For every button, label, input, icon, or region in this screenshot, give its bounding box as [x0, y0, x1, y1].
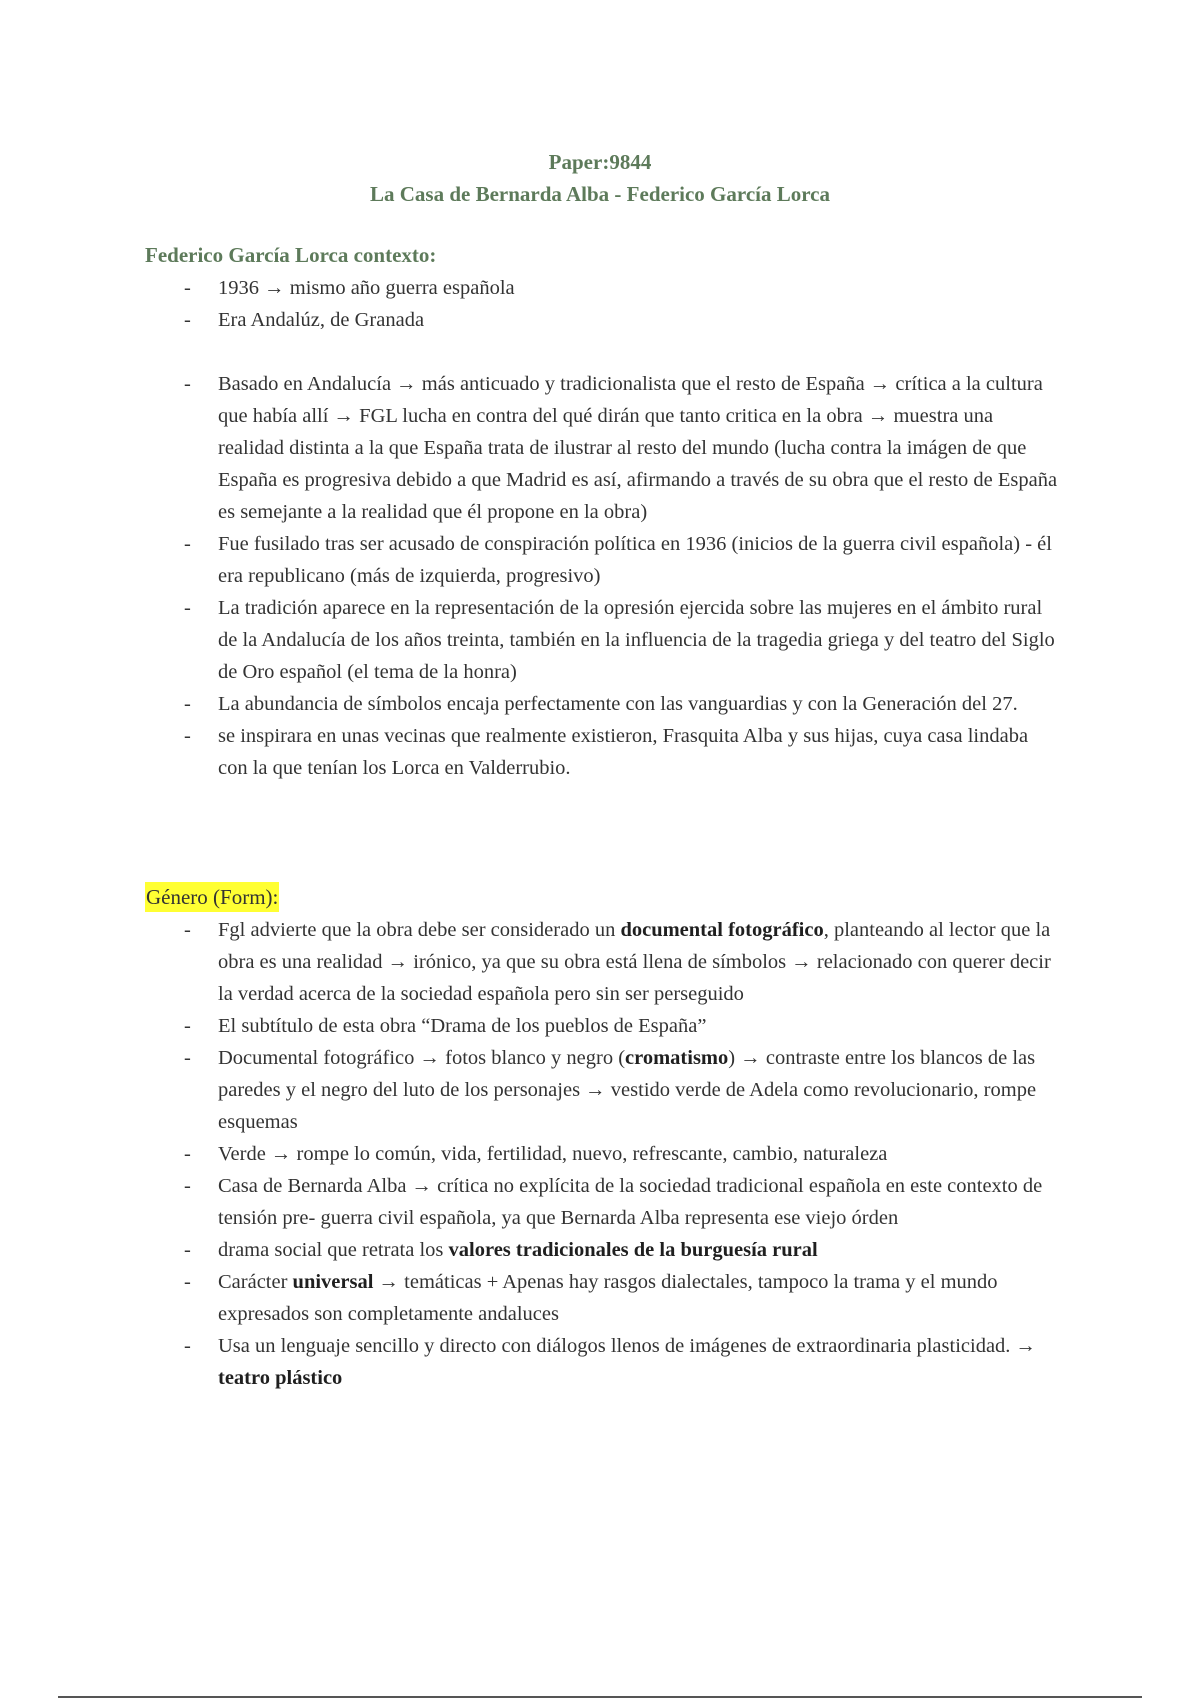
document-title: La Casa de Bernarda Alba - Federico García Lorca — [369, 182, 830, 206]
list-item: - Casa de Bernarda Alba → crítica no explícita de la sociedad tradicional española en este contexto de tensión pre- guerra civil española, ya que Bernarda Alba representa ese viejo órden — [218, 1170, 1060, 1234]
list-item: - Basado en Andalucía → más anticuado y tradicionalista que el resto de España → crítica a la cultura que había allí → FGL lucha en contra del qué dirán que tanto critica en la obra → muestra una realidad distinta a la que España trata de ilustrar al resto del mundo (lucha contra la imágen de que España es progresiva debido a que Madrid es así, afirmando a través de su obra que el resto de España es semejante a la realidad que él propone en la obra) — [218, 368, 1060, 528]
list-item: - El subtítulo de esta obra “Drama de los pueblos de España” — [218, 1010, 1060, 1042]
list-item: - 1936 → mismo año guerra española — [218, 272, 1060, 304]
list-item: - Fgl advierte que la obra debe ser considerado un documental fotográfico, planteando al lector que la obra es una realidad → irónico, ya que su obra está llena de símbolos → relacionado con querer decir la verdad acerca de la sociedad española pero sin ser perseguido — [218, 914, 1060, 1010]
list-item: - Verde → rompe lo común, vida, fertilidad, nuevo, refrescante, cambio, naturaleza — [218, 1138, 1060, 1170]
list-item: - drama social que retrata los valores tradicionales de la burguesía rural — [218, 1234, 1060, 1266]
genero-heading: Género (Form): — [145, 882, 279, 912]
document-header — [0, 146, 1200, 210]
paper-id: Paper:9844 — [548, 150, 652, 174]
list-item: - La tradición aparece en la representación de la opresión ejercida sobre las mujeres en el ámbito rural de la Andalucía de los años treinta, también en la influencia de la tragedia griega y del teatro del Siglo de Oro español (el tema de la honra) — [218, 592, 1060, 688]
genero-list — [0, 914, 1200, 1394]
footer-divider — [58, 1696, 1142, 1698]
list-item: - se inspirara en unas vecinas que realmente existieron, Frasquita Alba y sus hijas, cuya casa lindaba con la que tenían los Lorca en Valderrubio. — [218, 720, 1060, 784]
contexto-heading: Federico García Lorca contexto: — [145, 243, 437, 267]
list-item: - La abundancia de símbolos encaja perfectamente con las vanguardias y con la Generación del 27. — [218, 688, 1060, 720]
list-item: - Usa un lenguaje sencillo y directo con diálogos llenos de imágenes de extraordinaria plasticidad. → teatro plástico — [218, 1330, 1060, 1394]
list-item: - Era Andalúz, de Granada — [218, 304, 1060, 336]
list-item: - Carácter universal → temáticas + Apenas hay rasgos dialectales, tampoco la trama y el mundo expresados son completamente andaluces — [218, 1266, 1060, 1330]
list-item: - Fue fusilado tras ser acusado de conspiración política en 1936 (inicios de la guerra civil española) - él era republicano (más de izquierda, progresivo) — [218, 528, 1060, 592]
list-item: - Documental fotográfico → fotos blanco y negro (cromatismo) → contraste entre los blancos de las paredes y el negro del luto de los personajes → vestido verde de Adela como revolucionario, rompe esquemas — [218, 1042, 1060, 1138]
contexto-list — [0, 272, 1200, 784]
